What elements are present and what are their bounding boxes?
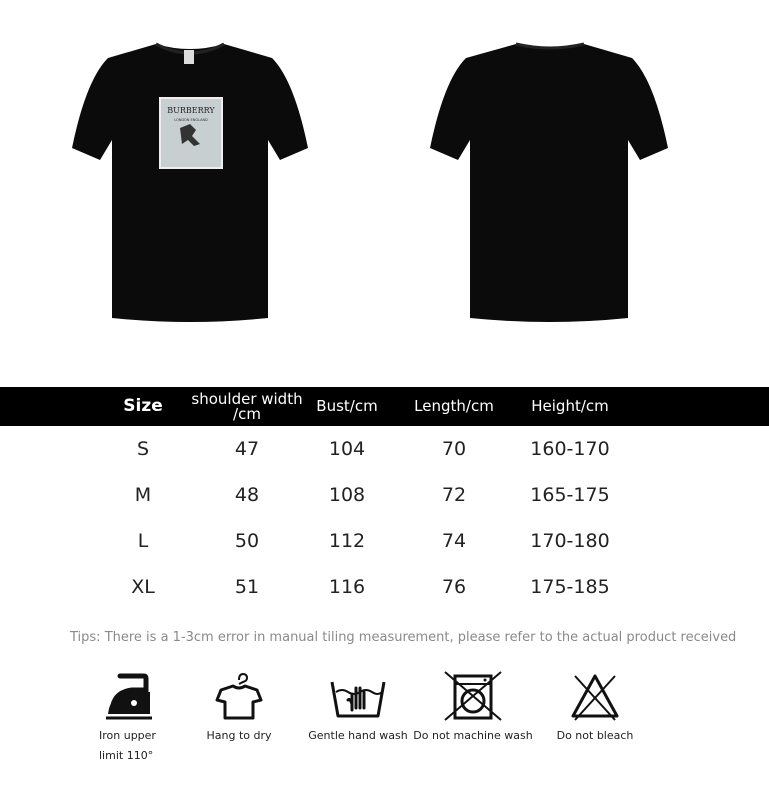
no-bleach-icon: [565, 670, 625, 722]
cell-length: 70: [441, 438, 467, 460]
cell-length: 76: [441, 576, 467, 598]
measurement-tips: Tips: There is a 1-3cm error in manual tiling measurement, please refer to the actual product received: [70, 630, 737, 645]
table-row: [0, 426, 769, 472]
table-row: [0, 472, 769, 518]
cell-bust: 116: [328, 576, 366, 598]
cell-size: XL: [131, 576, 155, 598]
cell-size: M: [134, 484, 152, 506]
table-row: [0, 518, 769, 564]
cell-height: 170-180: [530, 530, 610, 552]
product-images: [0, 0, 769, 380]
tshirt-back-image: [430, 40, 668, 322]
cell-shoulder: 51: [234, 576, 260, 598]
cell-shoulder: 50: [234, 530, 260, 552]
cell-height: 165-175: [530, 484, 610, 506]
care-iron: [86, 670, 170, 766]
care-label: Gentle hand wash: [308, 729, 408, 742]
header-size: Size: [123, 396, 163, 416]
header-height: Height/cm: [531, 397, 609, 415]
cell-shoulder: 48: [234, 484, 260, 506]
care-label: Hang to dry: [206, 729, 272, 742]
care-label: Do not machine wash: [413, 729, 533, 742]
cell-bust: 108: [328, 484, 366, 506]
table-row: [0, 564, 769, 610]
cell-size: S: [136, 438, 150, 460]
care-hand-wash: [305, 670, 411, 746]
tshirt-front-image: [72, 40, 308, 322]
hand-wash-icon: [328, 670, 388, 722]
cell-size: L: [137, 530, 149, 552]
header-length: Length/cm: [414, 397, 494, 415]
svg-text:LONDON ENGLAND: LONDON ENGLAND: [174, 118, 208, 122]
hanger-icon: [209, 670, 269, 722]
care-label: Iron upper: [99, 729, 156, 742]
care-no-machine-wash: [412, 670, 534, 746]
care-hang-dry: [200, 670, 278, 746]
size-table-header: [0, 387, 769, 426]
cell-length: 74: [441, 530, 467, 552]
cell-shoulder: 47: [234, 438, 260, 460]
care-no-bleach: [550, 670, 640, 746]
cell-bust: 104: [328, 438, 366, 460]
iron-icon: [98, 670, 158, 722]
brand-label-patch: [160, 98, 222, 168]
care-label: limit 110°: [99, 749, 154, 762]
header-bust: Bust/cm: [316, 397, 378, 415]
cell-height: 175-185: [530, 576, 610, 598]
cell-bust: 112: [328, 530, 366, 552]
svg-text:BURBERRY: BURBERRY: [167, 106, 215, 115]
care-label: Do not bleach: [556, 729, 634, 742]
header-shoulder-width: shoulder width /cm: [191, 389, 303, 423]
no-machine-wash-icon: [443, 670, 503, 722]
size-table: [0, 387, 769, 610]
cell-height: 160-170: [530, 438, 610, 460]
cell-length: 72: [441, 484, 467, 506]
